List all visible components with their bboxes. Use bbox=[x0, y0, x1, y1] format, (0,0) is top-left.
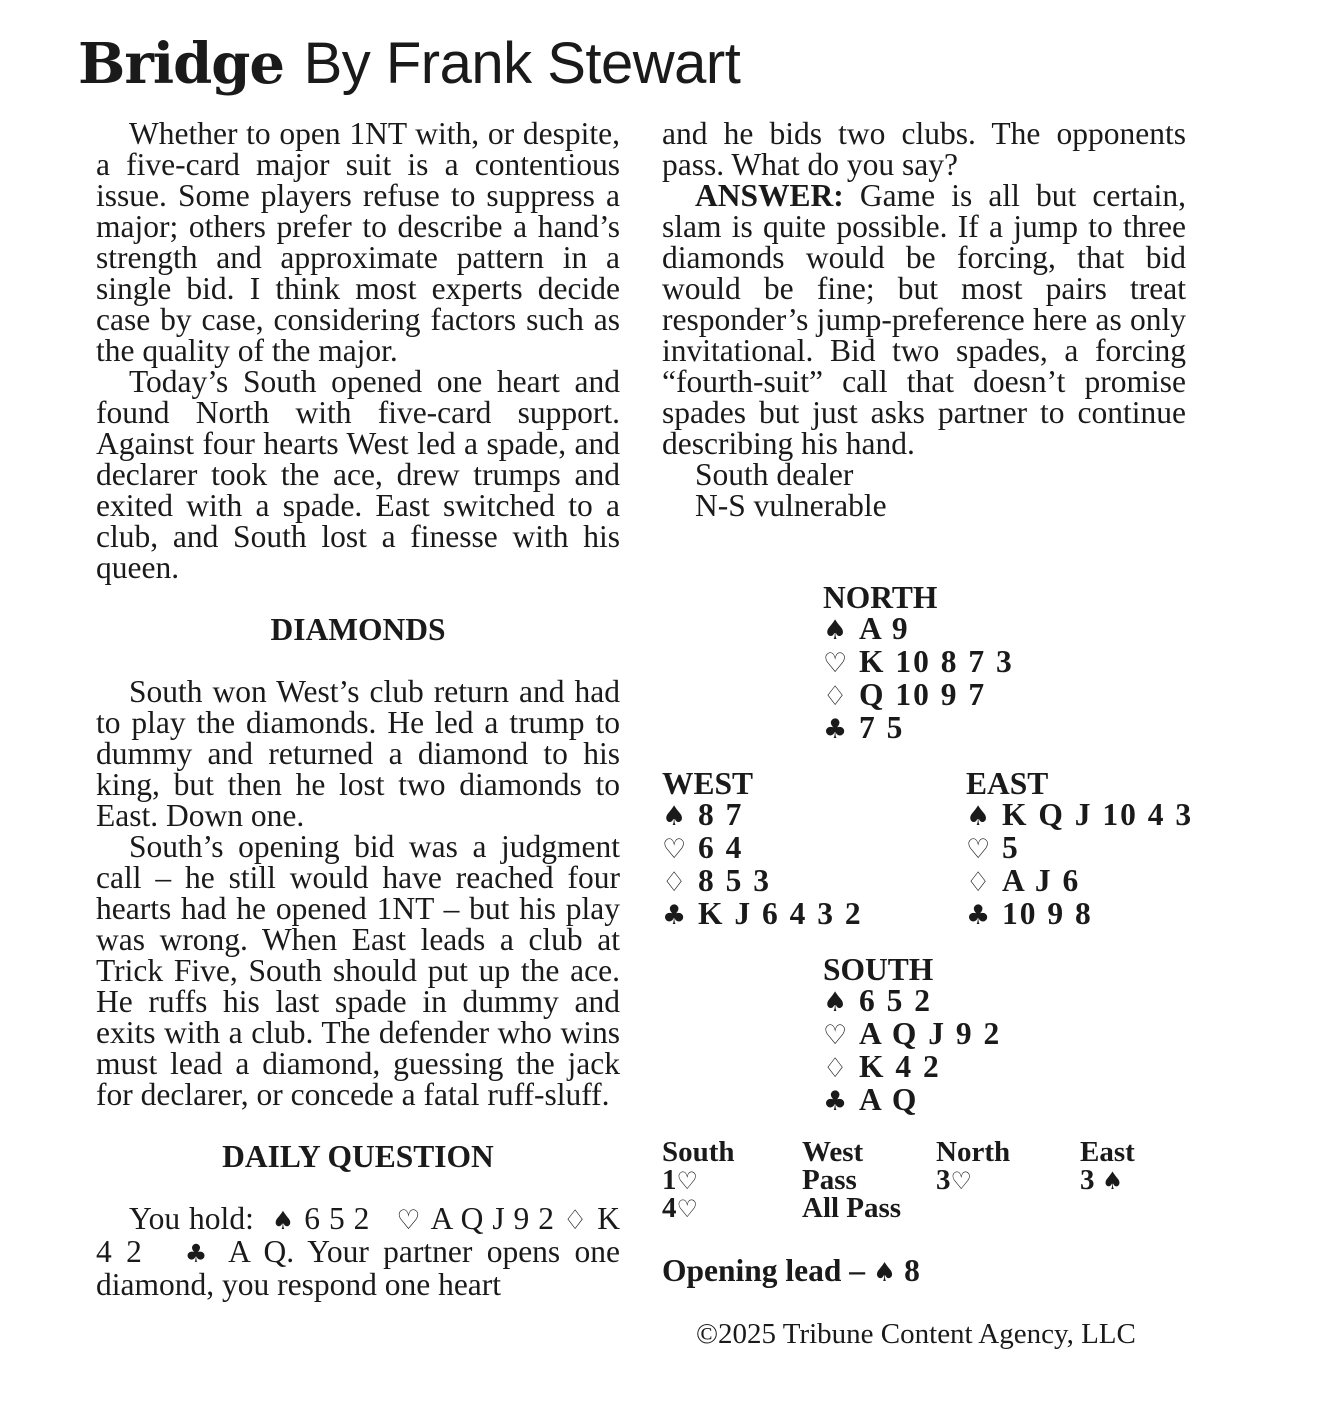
club-icon: ♣ bbox=[662, 900, 687, 931]
paragraph-judgment: South’s opening bid was a judgment call – he still would have reached four hearts had he opened 1NT – but his play was wrong. When East leads a club at Trick Five, South should put up the ace. He ruffs his last spade in dummy and exits with a club. The defender who wins must lead a diamond, guessing the jack for declarer, or concede a fatal ruff-sluff. bbox=[96, 829, 620, 1112]
club-icon: ♣ bbox=[823, 1086, 848, 1117]
auction-row bbox=[662, 1194, 1186, 1222]
hand-south-hearts: ♡ A Q J 9 2 bbox=[823, 1016, 1002, 1051]
hand-east bbox=[966, 768, 1193, 931]
hand-south-spades: ♠ 6 5 2 bbox=[823, 983, 932, 1018]
headline-title: Bridge bbox=[78, 31, 285, 97]
hand-north-name: NORTH bbox=[823, 580, 938, 615]
hand-west-name: WEST bbox=[662, 766, 754, 801]
auction-header-north: North bbox=[936, 1136, 1011, 1168]
question-clubs: A Q. bbox=[228, 1234, 295, 1269]
hand-north bbox=[823, 582, 1014, 745]
question-hearts: A Q J 9 2 bbox=[430, 1201, 555, 1236]
spade-icon: ♠ bbox=[1101, 1167, 1124, 1195]
auction-header-south: South bbox=[662, 1136, 735, 1168]
question-diamonds: K 4 2 bbox=[96, 1201, 621, 1269]
auction-row bbox=[662, 1166, 1186, 1194]
opening-lead bbox=[662, 1254, 920, 1290]
hand-north-spades: ♠ A 9 bbox=[823, 611, 910, 646]
heart-icon: ♡ bbox=[396, 1205, 422, 1236]
heart-icon: ♡ bbox=[662, 834, 687, 865]
answer-text: Game is all but certain, slam is quite possible. If a jump to three diamonds would be forcing, that bid would be fine; but most pairs treat responder’s jump-preference here as only invitational. Bid two spades, a forcing “fourth-suit” call that doesn’t promise spades but just asks partner to continue describing his hand. bbox=[662, 178, 1186, 461]
spade-icon: ♠ bbox=[823, 987, 848, 1018]
subhead-daily-question: DAILY QUESTION bbox=[222, 1139, 494, 1174]
question-rest-left: Your partner opens one diamond, you respond one heart bbox=[96, 1234, 621, 1302]
auction-header-east: East bbox=[1080, 1136, 1135, 1168]
headline bbox=[78, 28, 740, 100]
hand-north-hearts: ♡ K 10 8 7 3 bbox=[823, 644, 1014, 679]
heart-icon: ♡ bbox=[966, 834, 991, 865]
headline-byline: By Frank Stewart bbox=[303, 31, 741, 96]
copyright-notice: ©2025 Tribune Content Agency, LLC bbox=[696, 1318, 1136, 1350]
hand-north-diamonds: ♢ Q 10 9 7 bbox=[823, 677, 987, 712]
auction-bid-west-1: Pass bbox=[802, 1164, 857, 1196]
opening-lead-card: 8 bbox=[904, 1253, 920, 1288]
auction-header-row bbox=[662, 1138, 1186, 1166]
auction-bid-south-2: 4♡ bbox=[662, 1192, 699, 1224]
auction-bid-north-1: 3♡ bbox=[936, 1164, 973, 1196]
article-left-column bbox=[96, 118, 620, 1300]
auction-bid-south-1: 1♡ bbox=[662, 1164, 699, 1196]
hand-west-clubs: ♣ K J 6 4 3 2 bbox=[662, 896, 863, 931]
auction-bid-west-2: All Pass bbox=[802, 1192, 902, 1224]
question-you-hold: You hold: bbox=[129, 1201, 254, 1236]
diamond-icon: ♢ bbox=[823, 1053, 848, 1084]
hand-south bbox=[823, 954, 1001, 1117]
spade-icon: ♠ bbox=[872, 1258, 897, 1288]
hand-west bbox=[662, 768, 863, 931]
diamond-icon: ♢ bbox=[966, 867, 991, 898]
heart-icon: ♡ bbox=[676, 1195, 699, 1223]
club-icon: ♣ bbox=[966, 900, 991, 931]
vulnerability-text: N-S vulnerable bbox=[695, 488, 887, 523]
hand-south-name: SOUTH bbox=[823, 952, 934, 987]
paragraph-intro: Whether to open 1NT with, or despite, a five-card major suit is a contentious issue. Some players refuse to suppress a major; others prefer to describe a hand’s strength and approximate pattern in a single bid. I think most experts decide case by case, considering factors such as the quality of the major. bbox=[96, 116, 620, 368]
hand-east-name: EAST bbox=[966, 766, 1049, 801]
paragraph-question-continued: and he bids two clubs. The opponents pass. What do you say? bbox=[662, 116, 1186, 182]
hand-east-clubs: ♣ 10 9 8 bbox=[966, 896, 1093, 931]
article-right-column bbox=[662, 118, 1186, 521]
hand-west-hearts: ♡ 6 4 bbox=[662, 830, 744, 865]
spade-icon: ♠ bbox=[662, 801, 687, 832]
dealer-text: South dealer bbox=[695, 457, 854, 492]
hand-north-clubs: ♣ 7 5 bbox=[823, 710, 905, 745]
answer-label: ANSWER: bbox=[695, 178, 844, 213]
heart-icon: ♡ bbox=[676, 1167, 699, 1195]
subhead-diamonds: DIAMONDS bbox=[270, 612, 446, 647]
club-icon: ♣ bbox=[184, 1239, 214, 1268]
diamond-icon: ♢ bbox=[562, 1205, 589, 1236]
heart-icon: ♡ bbox=[823, 648, 848, 679]
paragraph-diamonds: South won West’s club return and had to play the diamonds. He led a trump to dummy and returned a diamond to his king, but then he lost two diamonds to East. Down one. bbox=[96, 674, 620, 833]
heart-icon: ♡ bbox=[950, 1167, 973, 1195]
hand-west-spades: ♠ 8 7 bbox=[662, 797, 744, 832]
question-spades: 6 5 2 bbox=[304, 1201, 370, 1236]
hand-east-spades: ♠ K Q J 10 4 3 bbox=[966, 797, 1194, 832]
spade-icon: ♠ bbox=[271, 1206, 296, 1235]
auction-table bbox=[662, 1138, 1186, 1222]
deal-info bbox=[662, 459, 1186, 521]
diamond-icon: ♢ bbox=[823, 681, 848, 712]
auction-header-west: West bbox=[802, 1136, 864, 1168]
hand-south-clubs: ♣ A Q bbox=[823, 1082, 919, 1117]
auction-bid-east-1: 3 ♠ bbox=[1080, 1164, 1124, 1196]
diamond-icon: ♢ bbox=[662, 867, 687, 898]
paragraph-answer bbox=[662, 180, 1186, 459]
paragraph-question bbox=[96, 1203, 620, 1300]
spade-icon: ♠ bbox=[966, 801, 991, 832]
heart-icon: ♡ bbox=[823, 1020, 848, 1051]
opening-lead-label: Opening lead – bbox=[662, 1253, 866, 1288]
hand-west-diamonds: ♢ 8 5 3 bbox=[662, 863, 771, 898]
hand-east-diamonds: ♢ A J 6 bbox=[966, 863, 1081, 898]
paragraph-today: Today’s South opened one heart and found North with five-card support. Against four hearts West led a spade, and declarer took the ace, drew trumps and exited with a spade. East switched to a club, and South lost a finesse with his queen. bbox=[96, 364, 620, 585]
spade-icon: ♠ bbox=[823, 615, 848, 646]
hand-east-hearts: ♡ 5 bbox=[966, 830, 1020, 865]
club-icon: ♣ bbox=[823, 714, 848, 745]
hand-south-diamonds: ♢ K 4 2 bbox=[823, 1049, 941, 1084]
